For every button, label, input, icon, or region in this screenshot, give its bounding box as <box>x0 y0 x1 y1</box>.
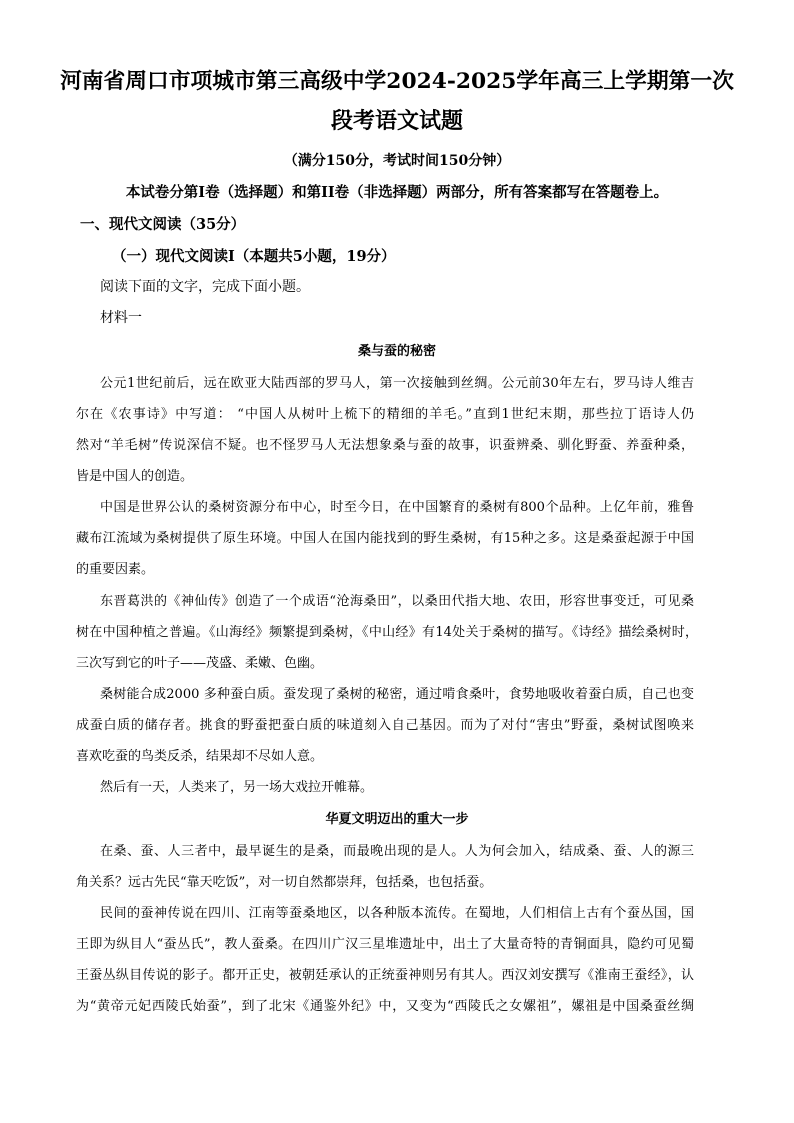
article1-line: 然后有一天，人类来了，另一场大戏拉开帷幕。 <box>100 780 374 795</box>
exam-instruction: 本试卷分第Ⅰ卷（选择题）和第II卷（非选择题）两部分，所有答案都写在答题卷上。 <box>125 184 669 201</box>
article1-line: 的重要因素。 <box>76 562 155 577</box>
exam-subtitle: （满分150分，考试时间150分钟） <box>283 153 511 169</box>
article2-line: 为“黄帝元妃西陵氏始蚕”，到了北宋《通鉴外纪》中，又变为“西陵氏之女嫘祖”，嫘祖是中国桑蚕丝绸 <box>76 999 694 1014</box>
article1-line: 然对“羊毛树”传说深信不疑。也不怪罗马人无法想象桑与蚕的故事，识蚕辨桑、驯化野蚕、养蚕种桑， <box>76 438 694 453</box>
article1-line: 尔在《农事诗》中写道： “中国人从树叶上梳下的精细的羊毛。”直到1世纪末期，那些拉丁语诗人仍 <box>76 407 694 422</box>
article2-line: 王蚕丛纵目传说的影子。都开正史，被朝廷承认的正统蚕神则另有其人。西汉刘安撰写《淮南王蚕经》，认 <box>76 968 694 983</box>
exam-title-line2: 段考语文试题 <box>330 108 463 134</box>
article1-line: 东晋葛洪的《神仙传》创造了一个成语“沧海桑田”，以桑田代指大地、农田，形容世事变迁，可见桑 <box>100 594 694 609</box>
article2-title: 华夏文明迈出的重大一步 <box>325 812 469 827</box>
section-heading: 一、现代文阅读（35分） <box>80 216 246 233</box>
article1-line: 树在中国种植之普遍。《山海经》频繁提到桑树，《中山经》有14处关于桑树的描写。《诗经》描绘桑树时， <box>76 625 698 640</box>
article1-line: 成蚕白质的储存者。挑食的野蚕把蚕白质的味道刻入自己基因。而为了对付“害虫”野蚕，桑树试图唤来 <box>76 718 694 733</box>
material-label: 材料一 <box>100 310 142 326</box>
article1-line: 桑树能合成2000 多种蚕白质。蚕发现了桑树的秘密，通过啃食桑叶，食势地吸收着蚕白质，自己也变 <box>100 687 694 702</box>
article2-line: 角关系？远古先民“靠天吃饭”，对一切自然都崇拜，包括桑，也包括蚕。 <box>76 875 493 890</box>
exam-title-line1: 河南省周口市项城市第三高级中学2024-2025学年高三上学期第一次 <box>60 69 734 94</box>
article2-line: 在桑、蚕、人三者中，最早诞生的是桑，而最晚出现的是人。人为何会加入，结成桑、蚕、人的源三 <box>100 844 694 859</box>
article1-title: 桑与蚕的秘密 <box>357 344 436 359</box>
read-prompt: 阅读下面的文字，完成下面小题。 <box>100 279 310 295</box>
article1-line: 中国是世界公认的桑树资源分布中心，时至今日，在中国繁育的桑树有800个品种。上亿年前，雅鲁 <box>100 500 694 515</box>
article1-line: 喜欢吃蚕的鸟类反杀，结果却不尽如人意。 <box>76 749 324 764</box>
article1-line: 藏布江流域为桑树提供了原生环境。中国人在国内能找到的野生桑树，有15种之多。这是桑蚕起源于中国 <box>76 531 694 546</box>
article1-line: 公元1世纪前后，远在欧亚大陆西部的罗马人，第一次接触到丝绸。公元前30年左右，罗马诗人维吉 <box>100 376 694 391</box>
article2-line: 王即为纵目人“蚕丛氏”，教人蚕桑。在四川广汉三星堆遗址中，出土了大量奇特的青铜面具，隐约可见蜀 <box>76 937 694 952</box>
subsection-heading: （一）现代文阅读Ⅰ（本题共5小题，19分） <box>112 248 396 265</box>
article1-line: 三次写到它的叶子——茂盛、柔嫩、色幽。 <box>76 656 324 671</box>
article1-line: 皆是中国人的创造。 <box>76 469 194 484</box>
article2-line: 民间的蚕神传说在四川、江南等蚕桑地区，以各种版本流传。在蜀地，人们相信上古有个蚕丛国，国 <box>100 906 694 921</box>
